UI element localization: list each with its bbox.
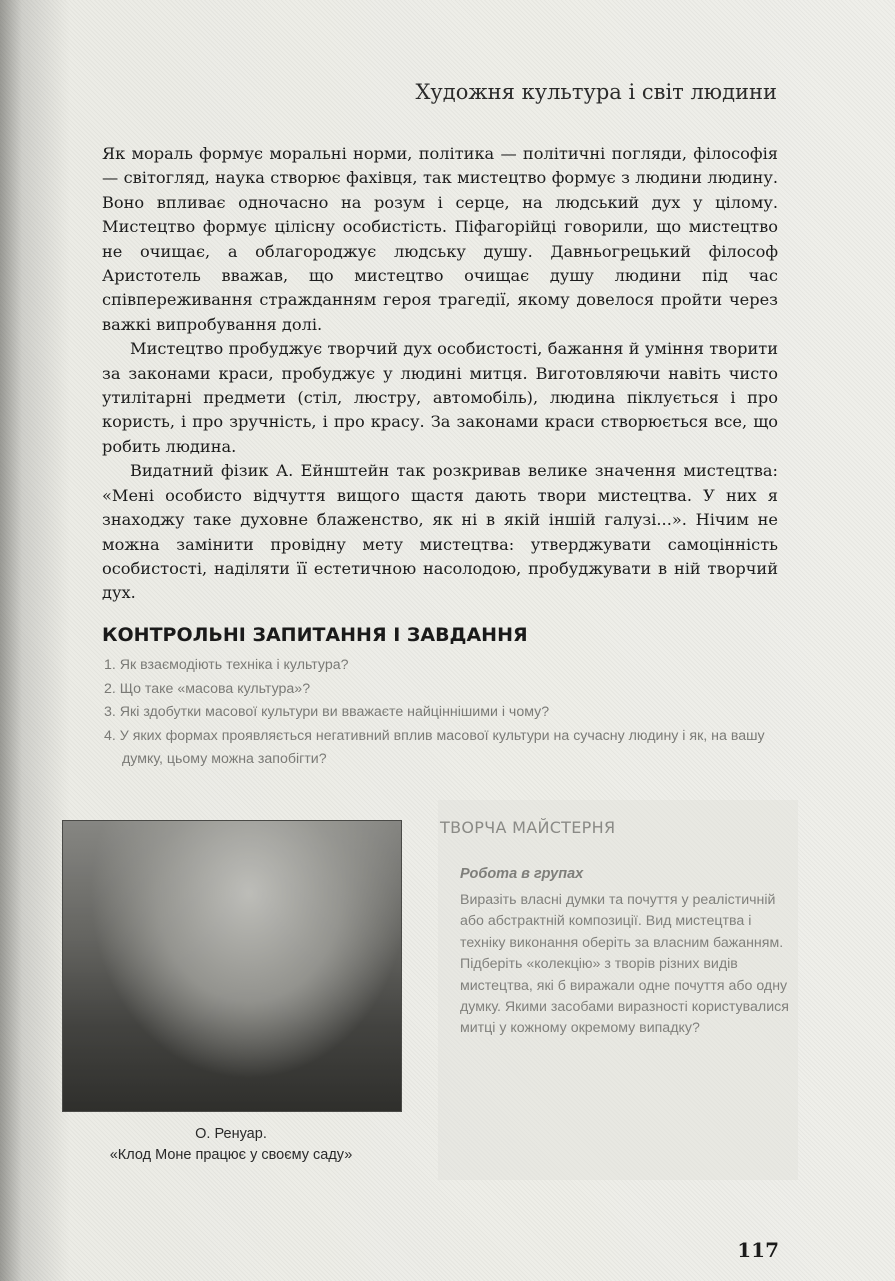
control-questions-list bbox=[104, 654, 780, 772]
page-number: 117 bbox=[737, 1238, 779, 1262]
question-item: 4. У яких формах проявляється негативний вплив масової культури на сучасну людину і як, на вашу думку, цьому можна запобігти? bbox=[104, 727, 765, 767]
paragraph-1: Як мораль формує моральні норми, політика — політичні погляди, філософія — світогляд, наука створює фахівця, так мистецтво формує з людини людину. Воно впливає одночасно на розум і серце, на людський дух у цілому. Мистецтво формує цілісну особистість. Піфагорійці говорили, що мистецтво не очищає, а облагороджує людську душу. Давньогрецький філософ Аристотель вважав, що мистецтво очищає душу людини під час співпереживання стражданням героя трагедії, якому довелося пройти через важкі випробування долі. bbox=[102, 144, 778, 334]
workshop-paragraph-2: Підберіть «колекцію» з творів різних видів мистецтва, які б виражали одне почуття або одну думку. Якими засобами виразності користувалися митці у кожному окремому випадку? bbox=[460, 956, 789, 1037]
workshop-paragraph-1: Виразіть власні думки та почуття у реалістичній або абстрактній композиції. Вид мистецтва і техніку виконання оберіть за власним бажанням. bbox=[460, 892, 784, 951]
control-questions-heading: КОНТРОЛЬНІ ЗАПИТАННЯ І ЗАВДАННЯ bbox=[102, 624, 528, 646]
running-head: Художня культура і світ людини bbox=[415, 80, 777, 104]
question-item: 3. Які здобутки масової культури ви вважаєте найціннішими і чому? bbox=[104, 704, 550, 720]
main-text bbox=[102, 142, 778, 606]
question-item: 1. Як взаємодіють техніка і культура? bbox=[104, 657, 349, 673]
workshop-text bbox=[460, 890, 790, 1040]
paragraph-2: Мистецтво пробуджує творчий дух особистості, бажання й уміння творити за законами краси, пробуджує у людині митця. Виготовляючи навіть чисто утилітарні предмети (стіл, люстру, автомобіль), людина піклується і про користь, і про зручність, і про красу. За законами краси створюється все, що робить людина. bbox=[102, 339, 778, 456]
question-item: 2. Що таке «масова культура»? bbox=[104, 680, 311, 697]
workshop-subtitle: Робота в групах bbox=[460, 866, 584, 882]
caption-title: «Клод Моне працює у своєму саду» bbox=[109, 1147, 353, 1163]
renoir-painting-image bbox=[62, 820, 402, 1112]
paragraph-3: Видатний фізик А. Ейнштейн так розкривав велике значення мистецтва: «Мені особисто відчуття вищого щастя дають твори мистецтва. У них я знаходжу таке духовне блаженство, як ні в якій іншій галузі...». Нічим не можна замінити провідну мету мистецтва: утверджувати самоцінність особистості, наділяти її естетичною насолодою, пробуджувати в ній творчий дух. bbox=[102, 461, 778, 603]
figure-caption bbox=[62, 1124, 400, 1166]
workshop-title: ТВОРЧА МАЙСТЕРНЯ bbox=[440, 818, 616, 837]
caption-author: О. Ренуар. bbox=[195, 1126, 267, 1142]
